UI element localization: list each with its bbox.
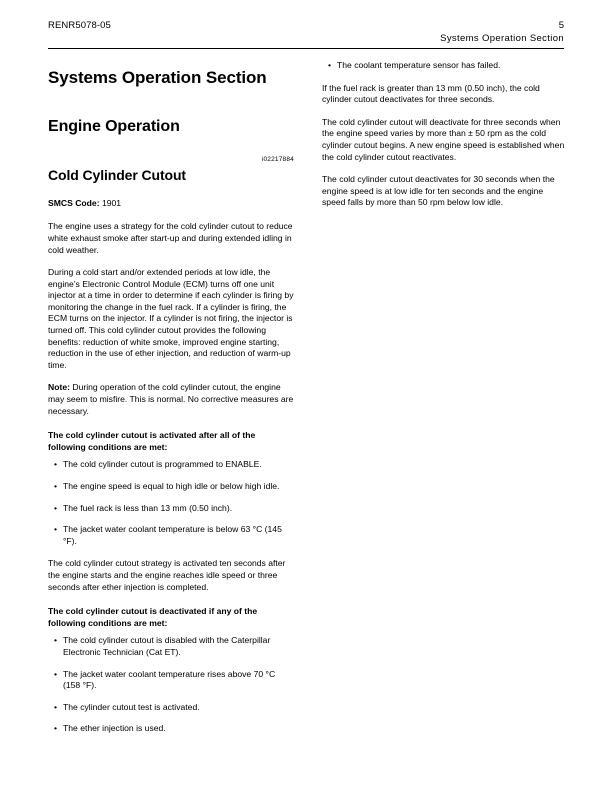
- bullet-icon: •: [54, 701, 58, 712]
- chapter-title: Engine Operation: [48, 117, 180, 135]
- activated-conditions-heading: The cold cylinder cutout is activated after all of the following conditions are met:: [48, 430, 256, 452]
- paragraph-strategy: The cold cylinder cutout strategy is activated ten seconds after the engine starts and the engine reaches idle speed or three seconds after ether injection is completed.: [48, 558, 286, 592]
- page-number: 5: [558, 20, 564, 31]
- right-column: [322, 60, 568, 209]
- paragraph-operation: During a cold start and/or extended periods at low idle, the engine’s Electronic Control Module (ECM) turns off one unit injector at a time in order to determine if each cylinder is firing by monitoring the change in the fuel rack. If a cylinder is firing, the ECM turns on the injector. If a cylinder is not firing, the injector is turned off. This cold cylinder cutout provides the following benefits: reduction of white smoke, improved engine starting, reduction in the use of ether injection, and reduction of warm-up time.: [48, 267, 294, 370]
- bullet-icon: •: [54, 459, 58, 470]
- note-block: [48, 382, 294, 417]
- bullet-icon: •: [54, 668, 58, 679]
- deactivated-conditions-heading: The cold cylinder cutout is deactivated if any of the following conditions are met:: [48, 606, 258, 628]
- activated-conditions-list: [48, 459, 294, 547]
- topic-title: Cold Cylinder Cutout: [48, 166, 186, 183]
- smcs-code-line: [48, 198, 294, 210]
- deactivated-conditions-list-continued: [322, 60, 568, 72]
- list-item: [48, 503, 294, 515]
- note-text: During operation of the cold cylinder cutout, the engine may seem to misfire. This is normal. No corrective measures are necessary.: [48, 382, 294, 416]
- smcs-code-value: 1901: [101, 197, 122, 208]
- list-item: [48, 669, 294, 692]
- list-item: [48, 635, 294, 658]
- bullet-icon: •: [54, 524, 58, 535]
- deactivated-conditions-list: [48, 635, 294, 735]
- list-item-text: The coolant temperature sensor has failed.: [337, 60, 501, 70]
- list-item-text: The jacket water coolant temperature rises above 70 °C (158 °F).: [63, 668, 276, 691]
- list-item: [322, 60, 568, 72]
- list-item-text: The ether injection is used.: [63, 723, 166, 734]
- list-item: [48, 702, 294, 714]
- list-item-text: The cold cylinder cutout is programmed to ENABLE.: [63, 459, 262, 470]
- note-label: Note:: [48, 382, 70, 393]
- smcs-code-label: SMCS Code:: [48, 197, 100, 208]
- bullet-icon: •: [54, 481, 58, 492]
- bullet-icon: •: [54, 723, 58, 734]
- manual-number: RENR5078-05: [48, 20, 111, 31]
- list-item: [48, 481, 294, 493]
- list-item: [48, 723, 294, 735]
- list-item: [48, 524, 294, 547]
- paragraph-low-idle: The cold cylinder cutout deactivates for 30 seconds when the engine speed is at low idle for ten seconds and the engine speed falls by more than 50 rpm below low idle.: [322, 174, 555, 208]
- page-header: [48, 20, 564, 56]
- header-section-name: Systems Operation Section: [440, 33, 564, 44]
- left-column: [48, 60, 294, 735]
- bullet-icon: •: [328, 60, 332, 70]
- bullet-icon: •: [54, 635, 58, 646]
- list-item: [48, 459, 294, 471]
- list-item-text: The fuel rack is less than 13 mm (0.50 inch).: [63, 502, 233, 513]
- document-id: i02217884: [261, 155, 294, 163]
- list-item-text: The jacket water coolant temperature is below 63 °C (145 °F).: [63, 524, 282, 546]
- header-divider-rule: [48, 48, 564, 49]
- paragraph-engine-speed: The cold cylinder cutout will deactivate for three seconds when the engine speed varies by more than ± 50 rpm as the cold cylinder cutout begins. A new engine speed is established when the cold cylinder cutout reactivates.: [322, 116, 565, 162]
- paragraph-fuel-rack: If the fuel rack is greater than 13 mm (0.50 inch), the cold cylinder cutout deactivates for three seconds.: [322, 82, 540, 105]
- bullet-icon: •: [54, 502, 58, 513]
- list-item-text: The engine speed is equal to high idle or below high idle.: [63, 481, 280, 492]
- paragraph-intro: The engine uses a strategy for the cold cylinder cutout to reduce white exhaust smoke after start-up and during extended idling in cold weather.: [48, 221, 293, 255]
- list-item-text: The cold cylinder cutout is disabled with the Caterpillar Electronic Technician (Cat ET).: [63, 635, 271, 657]
- list-item-text: The cylinder cutout test is activated.: [63, 701, 200, 712]
- section-title: Systems Operation Section: [48, 68, 267, 87]
